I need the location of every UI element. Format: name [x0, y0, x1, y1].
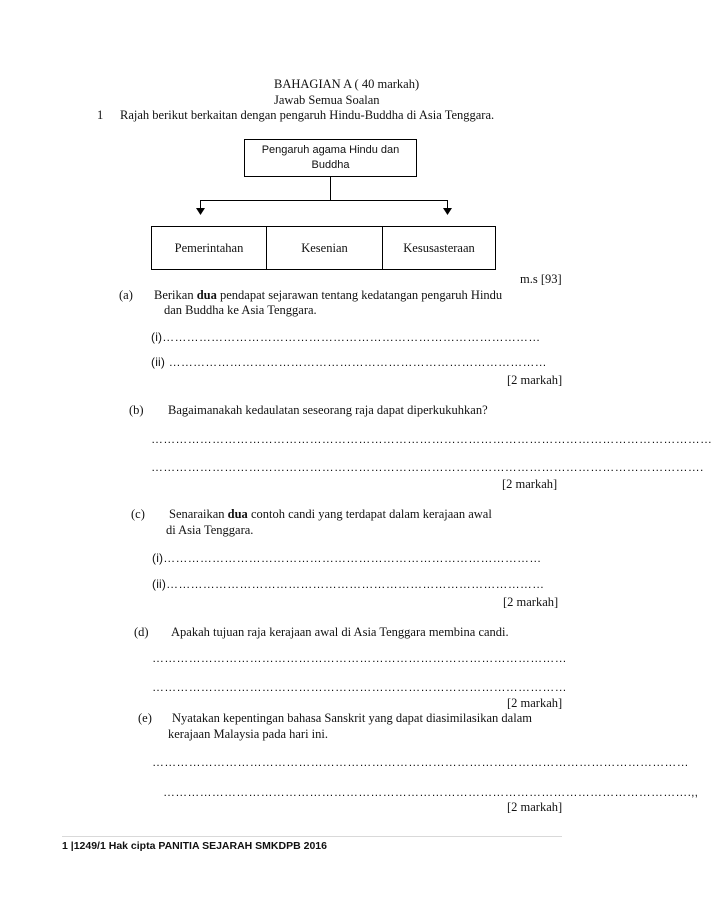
part-a-question: Berikan dua pendapat sejarawan tentang kedatangan pengaruh Hindu — [154, 288, 503, 302]
part-a-question-line-2: dan Buddha ke Asia Tenggara. — [164, 303, 317, 317]
emphasis-bold: dua — [196, 288, 217, 302]
part-e-question-line-2: kerajaan Malaysia pada hari ini. — [168, 727, 328, 741]
footer-copyright: |1249/1 Hak cipta PANITIA SEJARAH SMKDPB 2016 — [70, 840, 327, 852]
part-c-question-line-2: di Asia Tenggara. — [166, 523, 254, 537]
diagram-branch-row — [151, 226, 496, 270]
branch-kesusasteraan: Kesusasteraan — [403, 240, 475, 255]
part-c-question: Senaraikan dua contoh candi yang terdapat dalam kerajaan awal — [169, 507, 492, 521]
answer-line-b-2[interactable]: ………………………………………………………………………………………………………………………. — [151, 460, 704, 474]
answer-line-c-ii[interactable]: (ii)………………………………………………………………………………… — [152, 577, 545, 591]
arrow-down-icon — [443, 208, 453, 216]
part-c-label: (c) — [131, 507, 145, 521]
answer-line-a-i[interactable]: (i)………………………………………………………………………………… — [151, 330, 541, 344]
diagram-top-box — [244, 139, 417, 177]
footer — [62, 840, 327, 852]
diagram-top-line-1: Pengaruh agama Hindu dan — [261, 144, 400, 156]
answer-line-d-1[interactable]: ………………………………………………………………………………………… — [152, 651, 567, 665]
answer-line-b-1[interactable]: ………………………………………………………………………………………………………………………… — [151, 432, 712, 446]
marks-b: [2 markah] — [502, 477, 558, 491]
page-reference: m.s [93] — [520, 272, 562, 286]
answer-line-d-2[interactable]: ………………………………………………………………………………………… — [152, 680, 567, 694]
answer-line-a-ii[interactable]: (ii) ………………………………………………………………………………… — [151, 355, 547, 369]
footer-divider — [62, 836, 562, 837]
answer-line-e-1[interactable]: …………………………………………………………………………………………………………………… — [152, 755, 689, 769]
part-e-question: Nyatakan kepentingan bahasa Sanskrit yang dapat diasimilasikan dalam — [172, 711, 532, 725]
part-b-label: (b) — [129, 403, 144, 417]
arrow-down-icon — [196, 208, 206, 216]
branch-pemerintahan: Pemerintahan — [152, 227, 267, 269]
part-b-question: Bagaimanakah kedaulatan seseorang raja dapat diperkukuhkan? — [168, 403, 488, 417]
part-d-label: (d) — [134, 625, 149, 639]
part-d-question: Apakah tujuan raja kerajaan awal di Asia Tenggara membina candi. — [171, 625, 509, 639]
section-heading: BAHAGIAN A ( 40 markah) — [274, 77, 420, 91]
instruction-text: Jawab Semua Soalan — [274, 93, 380, 107]
part-e-label: (e) — [138, 711, 152, 725]
answer-line-e-2[interactable]: ………………………………………………………………………………………………………………….,, — [163, 785, 699, 799]
answer-line-c-i[interactable]: (i)………………………………………………………………………………… — [152, 551, 542, 565]
marks-d: [2 markah] — [507, 696, 563, 710]
part-a-label: (a) — [119, 288, 133, 302]
question-number: 1 — [97, 108, 104, 122]
marks-c: [2 markah] — [503, 595, 559, 609]
footer-page-number: 1 — [62, 840, 68, 852]
diagram-stem-line — [330, 177, 331, 200]
marks-a: [2 markah] — [507, 373, 563, 387]
emphasis-bold: dua — [227, 507, 248, 521]
diagram-branch-line — [200, 200, 448, 201]
branch-kesenian: Kesenian — [267, 227, 383, 269]
marks-e: [2 markah] — [507, 800, 563, 814]
diagram-top-line-2: Buddha — [311, 159, 350, 171]
question-stem: Rajah berikut berkaitan dengan pengaruh Hindu-Buddha di Asia Tenggara. — [120, 108, 495, 122]
